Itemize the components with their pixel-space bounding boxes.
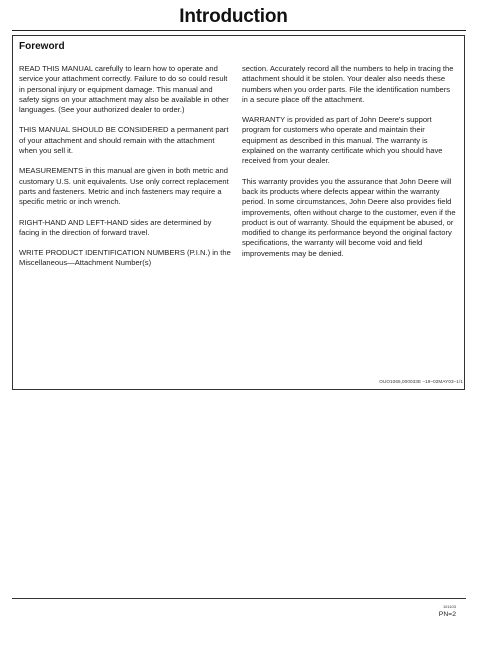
section-heading: Foreword [19, 41, 65, 52]
paragraph-read-manual: READ THIS MANUAL carefully to learn how to operate and service your attachment correctly. Failure to do so could result in personal injury or equipment damage. This manual and safety signs on your attachment may also be available in other languages. (See your authorized dealer to order.) [19, 64, 229, 115]
footer-date: 101103 [442, 604, 456, 609]
document-reference: OUO1065,000033E –19–02MAY03–1/1 [379, 379, 463, 384]
paragraph-permanent-part: THIS MANUAL SHOULD BE CONSIDERED a permanent part of your attachment and should remain with the attachment when you sell it. [19, 125, 229, 156]
footer-rule [12, 598, 466, 599]
paragraph-sides: RIGHT-HAND AND LEFT-HAND sides are determined by facing in the direction of forward travel. [19, 217, 212, 237]
right-column [242, 64, 456, 269]
paragraph-measurements: MEASUREMENTS in this manual are given in both metric and customary U.S. unit equivalents. Use only correct replacement parts and fasteners. Metric and inch fasteners may require a specific metric or inch wrench. [19, 166, 229, 207]
page-title: Introduction [179, 6, 288, 27]
paragraph-warranty: WARRANTY is provided as part of John Deere's support program for customers who operate and maintain their equipment as described in this manual. The warranty is explained on the warranty certificate which you should have received from your dealer. [242, 115, 443, 166]
paragraph-pin-continued: section. Accurately record all the numbers to help in tracing the attachment should it be stolen. Your dealer also needs these numbers when you order parts. File the identification numbers in a secure place off the attachment. [242, 64, 454, 104]
paragraph-pin: WRITE PRODUCT IDENTIFICATION NUMBERS (P.I.N.) in the Miscellaneous—Attachment Number(s) [19, 248, 231, 268]
paragraph-warranty-assurance: This warranty provides you the assurance that John Deere will back its products where defects appear within the warranty period. In some circumstances, John Deere also provides field improvements, often without charge to the customer, even if the product is out of warranty. Should the equipment be abused, or modified to change its performance beyond the original factory specifications, the warranty will become void and field improvements may be denied. [242, 176, 456, 258]
title-rule [12, 30, 466, 31]
left-column [19, 64, 233, 279]
page-number: PN=2 [438, 611, 456, 618]
